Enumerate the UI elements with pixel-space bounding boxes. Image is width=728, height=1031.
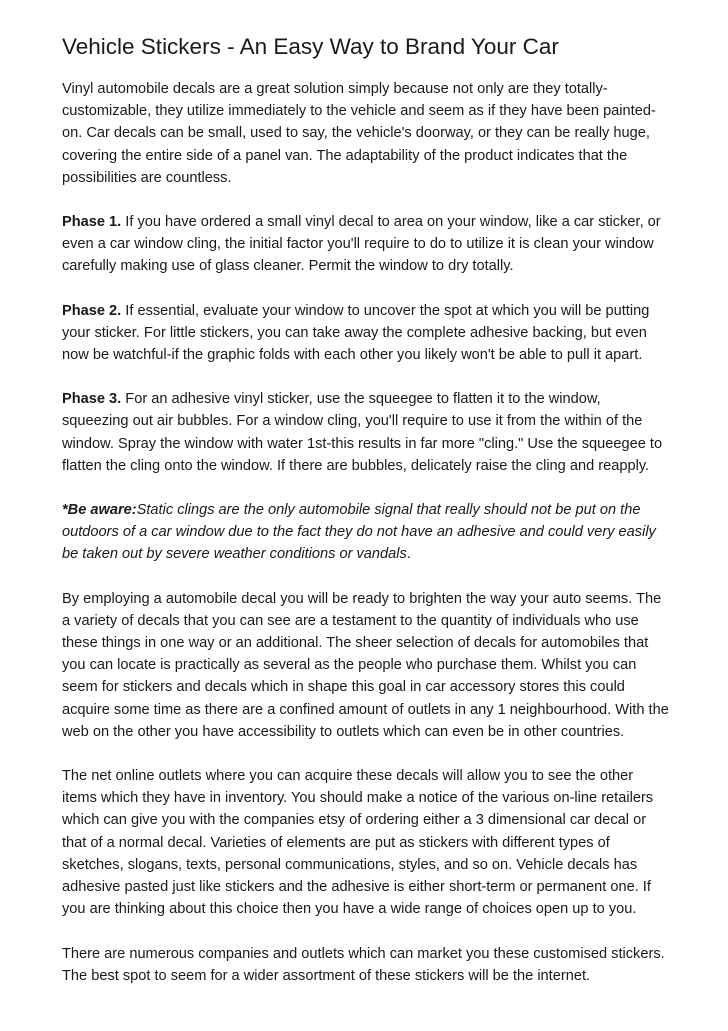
phase-2-text: If essential, evaluate your window to uncover the spot at which you will be putting your sticker. For little stickers, you can take away the complete adhesive backing, but even now be watchful-if the graphic folds with each other you likely won't be able to pull it apart. — [62, 302, 650, 364]
page-title: Vehicle Stickers - An Easy Way to Brand Your Car — [62, 34, 559, 59]
companies-paragraph: There are numerous companies and outlets which can market you these customised stickers. The best spot to seem for a wider assortment of these stickers will be the internet. — [62, 945, 665, 984]
phase-1-paragraph — [62, 211, 670, 278]
note-paragraph — [62, 499, 670, 566]
phase-2-label: Phase 2. — [62, 302, 122, 319]
phase-1-label: Phase 1. — [62, 214, 122, 231]
phase-3-text: For an adhesive vinyl sticker, use the squeegee to flatten it to the window, squeezing out air bubbles. For a window cling, you'll require to use it from the within of the window. Spray the window with water 1st-this results in far more "cling." Use the squeegee to flatten the cling onto the window. If there are bubbles, delicately raise the cling and reapply. — [62, 391, 663, 474]
note-label: *Be aware: — [62, 502, 137, 519]
phase-1-text: If you have ordered a small vinyl decal to area on your window, like a car sticker, or even a car window cling, the initial factor you'll require to do to utilize it is clean your window carefully making use of glass cleaner. Permit the window to dry totally. — [62, 214, 661, 275]
online-paragraph: The net online outlets where you can acquire these decals will allow you to see the other items which they have in inventory. You should make a notice of the various on-line retailers which can give you with the companies etsy of ordering either a 3 dimensional car decal or that of a normal decal. Varieties of elements are put as stickers with different types of sketches, slogans, texts, personal communications, styles, and so on. Vehicle decals has adhesive pasted just like stickers and the adhesive is either short-term or permanent one. If you are thinking about this choice then you have a wide range of choices open up to you. — [62, 768, 654, 918]
phase-3-paragraph — [62, 388, 670, 477]
phase-2-paragraph — [62, 300, 670, 367]
note-text: Static clings are the only automobile signal that really should not be put on the outdoors of a car window due to the fact they do not have an adhesive and could very easily be taken out by severe weather conditions or vandals — [62, 502, 656, 563]
document-page — [62, 32, 670, 1009]
intro-paragraph: Vinyl automobile decals are a great solution simply because not only are they totally-customizable, they utilize immediately to the vehicle and seem as if they have been painted-on. Car decals can be small, used to say, the vehicle's doorway, or they can be really huge, covering the entire side of a panel van. The adaptability of the product indicates that the possibilities are countless. — [62, 81, 656, 186]
phase-3-label: Phase 3. — [62, 391, 122, 408]
decal-paragraph: By employing a automobile decal you will be ready to brighten the way your auto seems. The a variety of decals that you can see are a testament to the quantity of individuals who use these things in one way or an additional. The sheer selection of decals for automobiles that you can locate is practically as several as the people who purchase them. Whilst you can seem for stickers and decals which in shape this goal in car accessory stores this could acquire some time as there are a confined amount of outlets in any 1 neighbourhood. With the web on the other you have accessibility to outlets which can even be in other countries. — [62, 590, 669, 740]
note-end: . — [406, 546, 411, 563]
